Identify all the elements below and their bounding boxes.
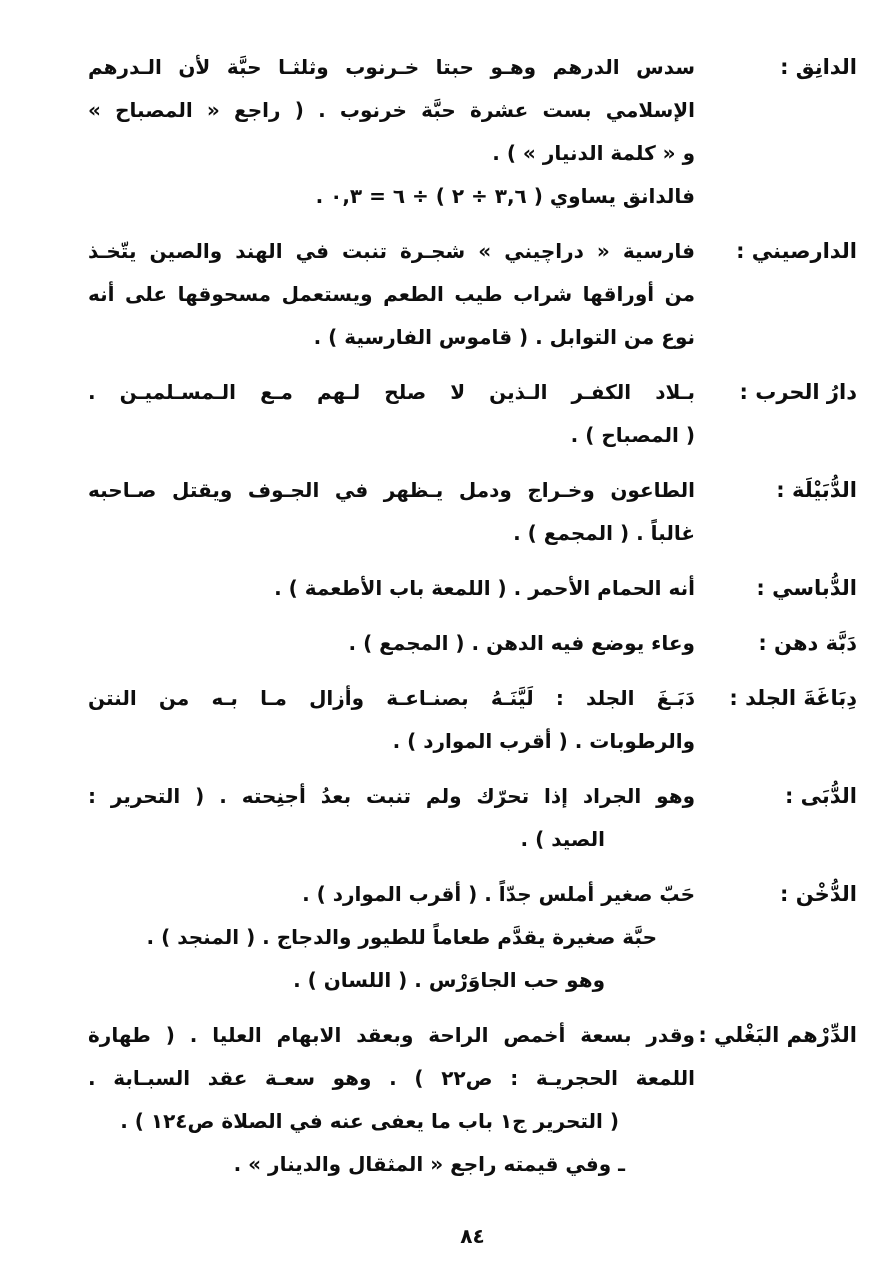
definition (88, 371, 695, 457)
definition (88, 775, 695, 861)
definition (88, 873, 695, 1002)
definition (88, 622, 695, 665)
term: الدُّبَيْلَة : (776, 478, 857, 502)
term: الدِّرْهم البَغْلي : (698, 1023, 857, 1047)
definition-line: نوع من التوابل . ( قاموس الفارسية ) . (313, 325, 695, 349)
page-number: ٨٤ (460, 1224, 485, 1248)
definition-line: وقدر بسعة أخمص الراحة وبعقد الابهام العليا . ( طهارة (88, 1023, 695, 1047)
definition-line: ( المصباح ) . (570, 423, 695, 447)
glossary-entry (88, 46, 857, 218)
glossary-entry (88, 230, 857, 359)
glossary-entry (88, 873, 857, 1002)
definition-line: و « كلمة الدنيار » ) . (492, 141, 695, 165)
definition (88, 1014, 695, 1186)
term: دَبَّة دهن : (758, 631, 857, 655)
glossary-entry (88, 567, 857, 610)
definition-line: وهو حب الجاوَرْس . ( اللسان ) . (293, 968, 605, 992)
definition-line: وعاء يوضع فيه الدهن . ( المجمع ) . (348, 631, 695, 655)
definition-line: والرطوبات . ( أقرب الموارد ) . (392, 729, 695, 753)
entries (88, 46, 857, 1186)
definition-line: أنه الحمام الأحمر . ( اللمعة باب الأطعمة ) . (274, 576, 695, 600)
definition-line: حَبّ صغير أملس جدّاً . ( أقرب الموارد ) . (302, 882, 695, 906)
definition-line: وهو الجراد إذا تحرّك ولم تنبت بعدُ أجنِحته . ( التحرير : (88, 784, 695, 808)
definition-line: فالدانق يساوي ( ٣,٦ ÷ ٢ ) ÷ ٦ = ٠,٣ . (315, 184, 695, 208)
definition-line: الإسلامي بست عشرة حبَّة خرنوب . ( راجع « المصباح » (88, 98, 695, 122)
glossary-entry (88, 775, 857, 861)
glossary-entry (88, 677, 857, 763)
definition-line: بـلاد الكفـر الـذين لا صلح لـهم مـع الـمسـلميـن . (88, 380, 695, 404)
definition-line: فارسية « دراچيني » شجـرة تنبت في الهند والصين يتّخـذ (88, 239, 695, 263)
term: الدُّبَى : (784, 784, 857, 808)
definition-line: من أوراقها شراب طيب الطعم ويستعمل مسحوقها على أنه (88, 282, 695, 306)
glossary-entry (88, 371, 857, 457)
definition-line: الطاعون وخـراج ودمل يـظهر في الجـوف ويقتل صـاحبه (88, 478, 695, 502)
definition-line: ( التحرير ج١ باب ما يعفى عنه في الصلاة ص١٢٤ ) . (120, 1109, 619, 1133)
definition-line: اللمعة الحجريـة : ص٢٢ ) . وهو سعـة عقد السبـابة . (88, 1066, 695, 1090)
definition (88, 46, 695, 218)
term: دِبَاغَةَ الجلد : (729, 686, 857, 710)
term: دارُ الحرب : (739, 380, 857, 404)
term: الدُّخْن : (780, 882, 857, 906)
term: الدارصيني : (736, 239, 857, 263)
definition-line: غالباً . ( المجمع ) . (513, 521, 695, 545)
definition (88, 469, 695, 555)
definition-line: حبَّة صغيرة يقدَّم طعاماً للطيور والدجاج . ( المنجد ) . (146, 925, 657, 949)
term: الدُّباسي : (756, 576, 857, 600)
definition-line: الصيد ) . (520, 827, 605, 851)
glossary-entry (88, 469, 857, 555)
definition (88, 677, 695, 763)
definition (88, 567, 695, 610)
definition-line: سدس الدرهم وهـو حبتا خـرنوب وثلثـا حبَّة لأن الـدرهم (88, 55, 695, 79)
glossary-entry (88, 1014, 857, 1186)
glossary-entry (88, 622, 857, 665)
definition-line: ـ وفي قيمته راجع « المثقال والدينار » . (233, 1152, 625, 1176)
definition-line: دَبَـغَ الجلد : لَيَّنَـهُ بصنـاعـة وأزال مـا بـه من النتن (88, 686, 695, 710)
term: الدانِق : (780, 55, 857, 79)
definition (88, 230, 695, 359)
